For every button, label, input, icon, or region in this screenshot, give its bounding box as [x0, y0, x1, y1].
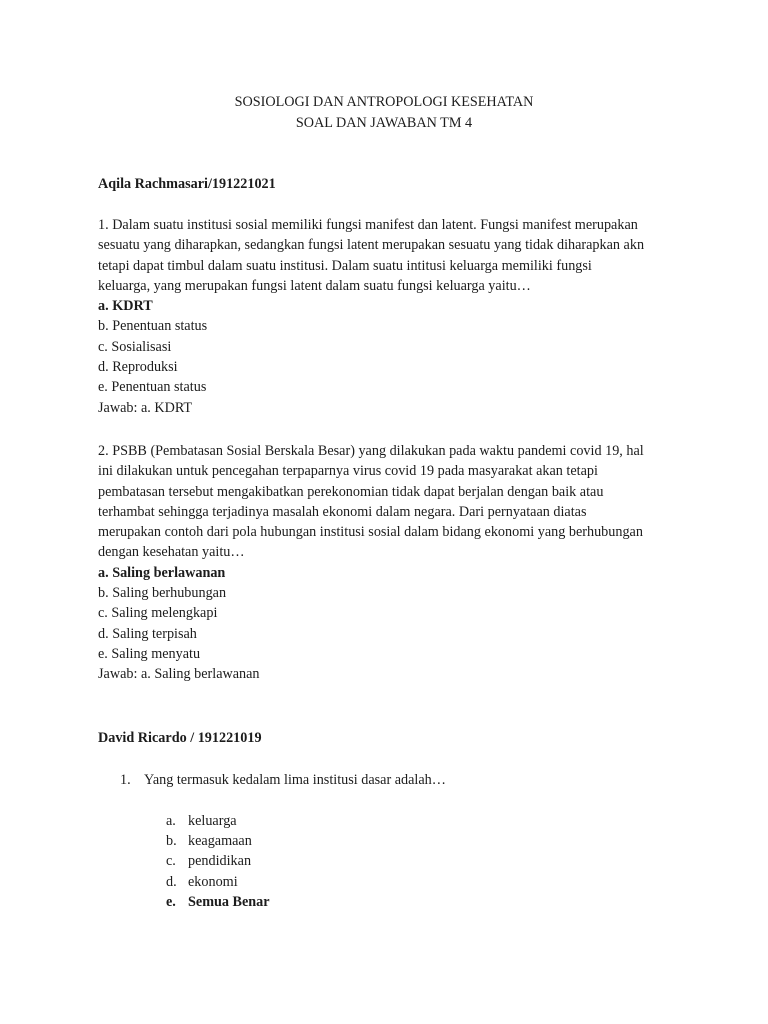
option-text: keluarga [188, 813, 237, 829]
option-c: c. Sosialisasi [98, 338, 172, 355]
author-name: Aqila Rachmasari/191221021 [98, 176, 276, 192]
option-label: e. [166, 894, 176, 910]
option-text: pendidikan [188, 853, 252, 869]
question-text-line: 2. PSBB (Pembatasan Sosial Berskala Besar) yang dilakukan pada waktu pandemi covid 19, hal [98, 443, 644, 459]
option-d: d. Saling terpisah [98, 625, 197, 642]
numbered-question [0, 770, 768, 790]
question-2 [98, 441, 688, 685]
question-text-line: terhambat sehingga terjadinya masalah ekonomi dalam negara. Dari pernyataan diatas [98, 503, 587, 520]
question-number: 1. [120, 772, 131, 788]
list-item-correct [0, 892, 768, 912]
question-text-line: ini dilakukan untuk pencegahan terpaparnya virus covid 19 pada masyarakat akan tetapi [98, 463, 598, 480]
option-text: keagamaan [188, 833, 252, 849]
option-b: b. Saling berhubungan [98, 585, 227, 602]
option-c: c. Saling melengkapi [98, 605, 218, 622]
document-subtitle: SOAL DAN JAWABAN TM 4 [295, 114, 473, 131]
list-item [0, 851, 768, 871]
answer-line: Jawab: a. Saling berlawanan [98, 666, 260, 683]
option-label: d. [166, 874, 177, 890]
section1-author-block [98, 174, 688, 194]
question-text-line: 1. Dalam suatu institusi sosial memiliki fungsi manifest dan latent. Fungsi manifest merupakan [98, 217, 638, 233]
question-text-line: dengan kesehatan yaitu… [98, 544, 245, 561]
list-item [0, 831, 768, 851]
author-name: David Ricardo / 191221019 [98, 730, 262, 746]
option-label: c. [166, 853, 176, 869]
question-text-line: pembatasan tersebut mengakibatkan perekonomian tidak dapat berjalan dengan baik atau [98, 483, 604, 500]
section2-author-block [98, 728, 688, 748]
list-item [0, 811, 768, 831]
answer-line: Jawab: a. KDRT [98, 399, 193, 416]
question-text-line: keluarga, yang merupakan fungsi latent dalam suatu fungsi keluarga yaitu… [98, 277, 531, 294]
document-title: SOSIOLOGI DAN ANTROPOLOGI KESEHATAN [234, 94, 534, 110]
option-e: e. Saling menyatu [98, 645, 201, 662]
list-item [0, 872, 768, 892]
question-1 [98, 215, 688, 418]
question-text: Yang termasuk kedalam lima institusi dasar adalah… [144, 772, 446, 788]
option-label: a. [166, 813, 176, 829]
option-a-correct: a. Saling berlawanan [98, 564, 226, 581]
option-a-correct: a. KDRT [98, 298, 153, 315]
document-header [0, 92, 768, 133]
question-text-line: merupakan contoh dari pola hubungan institusi sosial dalam bidang ekonomi yang berhubungan [98, 524, 643, 541]
option-text: Semua Benar [188, 894, 270, 910]
option-text: ekonomi [188, 874, 238, 890]
option-label: b. [166, 833, 177, 849]
option-b: b. Penentuan status [98, 318, 208, 335]
question-text-line: tetapi dapat timbul dalam suatu institusi. Dalam suatu intitusi keluarga memiliki fungsi [98, 257, 592, 274]
option-d: d. Reproduksi [98, 359, 178, 376]
question-text-line: sesuatu yang diharapkan, sedangkan fungsi latent merupakan sesuatu yang tidak diharapkan akn [98, 237, 645, 254]
option-e: e. Penentuan status [98, 379, 207, 396]
